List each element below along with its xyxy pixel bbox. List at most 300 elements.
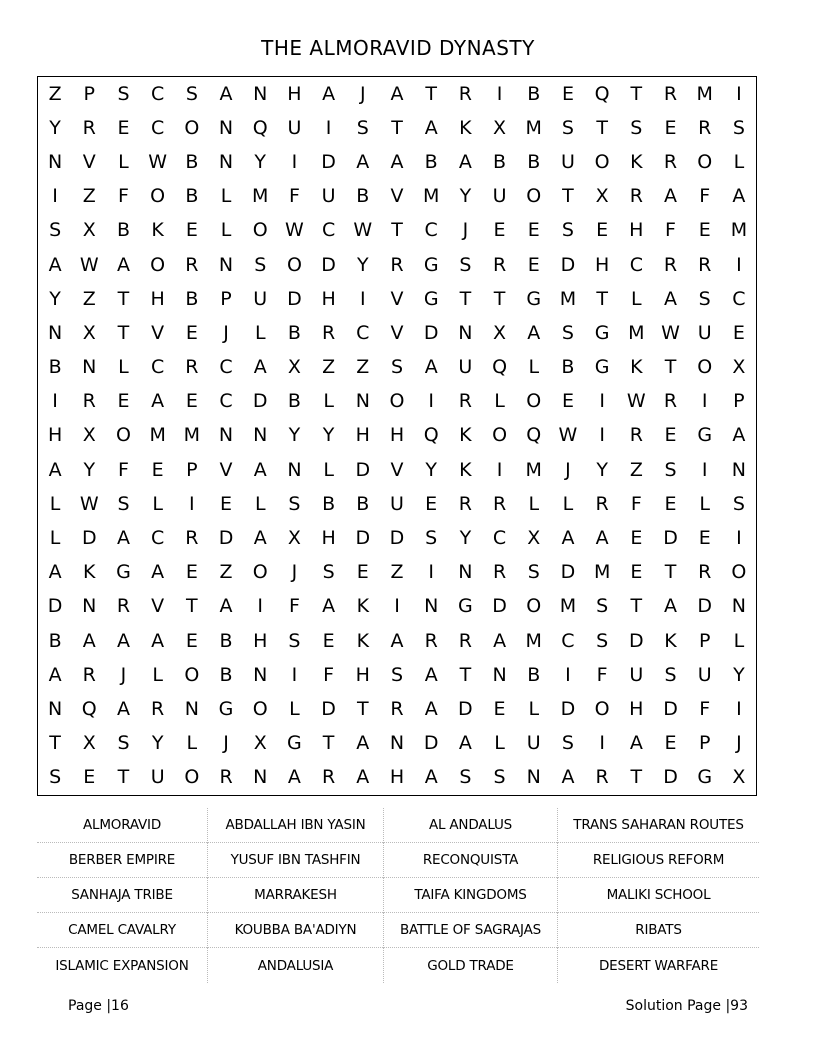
grid-letter: T [49, 732, 61, 755]
grid-letter: N [424, 595, 439, 618]
grid-letter: A [48, 253, 62, 276]
grid-letter: S [630, 116, 643, 139]
grid-letter: W [626, 390, 646, 413]
grid-letter: N [82, 595, 97, 618]
grid-letter: T [117, 321, 130, 344]
grid-letter: L [49, 527, 61, 550]
grid-letter: A [356, 766, 370, 789]
grid-letter: X [493, 116, 507, 139]
grid-letter: A [322, 595, 336, 618]
grid-letter: E [527, 219, 540, 242]
grid-letter: T [322, 732, 335, 755]
grid-letter: M [183, 424, 201, 447]
grid-letter: A [219, 82, 233, 105]
grid-letter: S [732, 492, 745, 515]
grid-letter: L [733, 629, 745, 652]
grid-letter: B [493, 150, 507, 173]
grid-letter: M [525, 629, 542, 652]
grid-letter: I [325, 116, 332, 139]
grid-letter: I [496, 458, 503, 481]
grid-letter: J [223, 321, 229, 344]
grid-letter: U [492, 185, 507, 208]
grid-letter: E [220, 492, 233, 515]
grid-letter: Z [629, 458, 643, 481]
grid-letter: G [116, 561, 131, 584]
grid-letter: O [594, 150, 610, 173]
grid-letter: N [492, 663, 507, 686]
grid-letter: R [663, 390, 678, 413]
grid-letter: X [82, 732, 96, 755]
grid-letter: X [732, 766, 746, 789]
grid-letter: I [599, 732, 605, 755]
grid-letter: I [291, 663, 298, 686]
grid-letter: T [459, 287, 472, 310]
grid-letter: E [185, 629, 198, 652]
grid-letter: I [736, 253, 742, 276]
grid-letter: V [82, 150, 96, 173]
grid-letter: M [628, 321, 645, 344]
grid-letter: B [48, 629, 62, 652]
grid-letter: T [117, 766, 130, 789]
grid-letter: L [254, 492, 266, 515]
grid-letter: A [219, 595, 233, 618]
grid-letter: J [120, 663, 127, 686]
grid-letter: C [219, 356, 233, 379]
grid-letter: Y [356, 253, 369, 276]
grid-letter: A [424, 766, 438, 789]
grid-letter: E [185, 561, 198, 584]
grid-letter: T [493, 287, 506, 310]
grid-letter: M [559, 595, 577, 618]
grid-letter: L [323, 390, 334, 413]
grid-letter: R [629, 185, 643, 208]
grid-letter: S [322, 561, 335, 584]
grid-letter: A [390, 150, 404, 173]
grid-letter: O [526, 390, 542, 413]
grid-letter: T [630, 766, 643, 789]
word-search-grid [38, 77, 756, 795]
grid-letter: E [732, 321, 745, 344]
grid-letter: A [527, 321, 541, 344]
word-list-item: MARRAKESH [207, 878, 383, 913]
grid-letter: W [79, 492, 99, 515]
grid-letter: R [492, 561, 507, 584]
grid-letter: Z [390, 561, 404, 584]
grid-letter: C [732, 287, 746, 310]
grid-letter: A [48, 663, 62, 686]
grid-letter: O [150, 253, 166, 276]
grid-letter: X [493, 321, 507, 344]
grid-letter: I [359, 287, 366, 310]
grid-letter: F [118, 185, 129, 208]
grid-letter: L [699, 492, 710, 515]
grid-letter: Q [423, 424, 439, 447]
grid-letter: Z [48, 82, 62, 105]
word-list-item: GOLD TRADE [383, 948, 557, 983]
grid-letter: N [47, 150, 63, 173]
grid-letter: N [526, 766, 541, 789]
grid-letter: O [150, 185, 166, 208]
grid-letter: H [355, 663, 370, 686]
grid-letter: H [150, 287, 165, 310]
grid-letter: A [561, 766, 575, 789]
grid-letter: L [733, 150, 745, 173]
grid-letter: N [253, 424, 268, 447]
grid-letter: R [458, 629, 472, 652]
grid-letter: T [664, 561, 677, 584]
grid-letter: M [252, 185, 269, 208]
grid-letter: O [184, 116, 200, 139]
grid-letter: G [594, 356, 610, 379]
grid-letter: L [152, 663, 163, 686]
grid-letter: E [425, 492, 438, 515]
grid-letter: G [287, 732, 302, 755]
grid-letter: D [252, 390, 268, 413]
grid-letter: E [117, 390, 130, 413]
grid-letter: B [48, 356, 62, 379]
grid-letter: U [287, 116, 302, 139]
grid-letter: C [629, 253, 643, 276]
grid-letter: N [389, 732, 405, 755]
grid-letter: I [394, 595, 400, 618]
grid-letter: T [391, 116, 403, 139]
grid-letter: U [560, 150, 575, 173]
grid-letter: I [291, 150, 298, 173]
grid-letter: A [151, 390, 165, 413]
grid-letter: D [47, 595, 63, 618]
grid-letter: X [595, 185, 609, 208]
grid-letter: E [630, 561, 643, 584]
grid-letter: D [697, 595, 713, 618]
grid-letter: K [630, 356, 643, 379]
grid-letter: H [253, 629, 268, 652]
grid-letter: L [118, 150, 129, 173]
grid-letter: W [353, 219, 373, 242]
grid-letter: S [459, 253, 472, 276]
word-list-item: SANHAJA TRIBE [37, 878, 207, 913]
grid-letter: A [561, 527, 575, 550]
grid-letter: T [186, 595, 198, 618]
grid-letter: Y [459, 185, 472, 208]
grid-letter: I [52, 390, 58, 413]
grid-letter: C [492, 527, 507, 550]
grid-letter: R [82, 116, 96, 139]
grid-letter: G [423, 253, 439, 276]
grid-letter: E [698, 527, 711, 550]
grid-letter: L [254, 321, 266, 344]
grid-letter: L [289, 698, 300, 721]
grid-letter: E [664, 116, 677, 139]
word-list-item: RELIGIOUS REFORM [557, 843, 759, 878]
word-list-item: BATTLE OF SAGRAJAS [383, 913, 557, 948]
grid-letter: S [185, 82, 198, 105]
grid-letter: Z [82, 287, 96, 310]
page-title: THE ALMORAVID DYNASTY [261, 36, 535, 60]
grid-letter: B [527, 150, 541, 173]
grid-letter: S [527, 561, 540, 584]
grid-letter: X [82, 424, 96, 447]
grid-letter: S [390, 356, 404, 379]
grid-letter: N [184, 698, 199, 721]
grid-letter: S [288, 492, 301, 515]
grid-letter: O [492, 424, 508, 447]
grid-letter: R [595, 766, 609, 789]
grid-letter: T [596, 287, 608, 310]
grid-letter: U [458, 356, 473, 379]
grid-letter: D [663, 766, 678, 789]
grid-letter: R [185, 356, 199, 379]
grid-letter: K [151, 219, 164, 242]
grid-letter: D [629, 629, 644, 652]
grid-letter: Q [492, 356, 508, 379]
grid-letter: K [459, 458, 472, 481]
grid-letter: O [526, 185, 542, 208]
grid-letter: S [732, 116, 745, 139]
grid-letter: B [322, 492, 336, 515]
grid-letter: R [116, 595, 131, 618]
grid-letter: T [117, 287, 130, 310]
grid-letter: W [79, 253, 99, 276]
grid-letter: A [116, 629, 130, 652]
word-list-item: TAIFA KINGDOMS [383, 878, 557, 913]
grid-letter: R [458, 82, 472, 105]
grid-letter: S [459, 766, 472, 789]
grid-letter: W [558, 424, 578, 447]
grid-letter: R [492, 253, 507, 276]
grid-letter: S [49, 219, 62, 242]
grid-letter: S [596, 595, 609, 618]
grid-letter: C [151, 82, 165, 105]
grid-letter: K [459, 116, 472, 139]
grid-letter: B [356, 492, 370, 515]
grid-letter: B [356, 185, 370, 208]
grid-letter: S [390, 663, 404, 686]
grid-letter: A [390, 629, 404, 652]
grid-letter: A [116, 698, 130, 721]
grid-letter: N [47, 698, 63, 721]
grid-letter: N [218, 150, 234, 173]
grid-letter: H [321, 287, 336, 310]
word-list-item: KOUBBA BA'ADIYN [207, 913, 383, 948]
grid-letter: S [117, 492, 130, 515]
grid-letter: E [527, 253, 540, 276]
grid-letter: D [321, 253, 336, 276]
grid-letter: E [356, 561, 369, 584]
word-list-item: TRANS SAHARAN ROUTES [557, 808, 759, 843]
grid-letter: I [599, 390, 605, 413]
grid-letter: A [116, 527, 130, 550]
grid-letter: T [664, 356, 677, 379]
grid-letter: M [559, 287, 577, 310]
word-list-item: DESERT WARFARE [557, 948, 759, 983]
grid-letter: N [731, 458, 746, 481]
grid-letter: S [117, 82, 130, 105]
grid-letter: T [630, 82, 643, 105]
grid-letter: N [218, 424, 234, 447]
grid-letter: P [220, 287, 232, 310]
grid-letter: B [219, 663, 233, 686]
grid-letter: U [697, 663, 712, 686]
grid-letter: S [49, 766, 62, 789]
grid-letter: V [219, 458, 233, 481]
grid-letter: K [664, 629, 677, 652]
word-list-item: ANDALUSIA [207, 948, 383, 983]
grid-letter: H [321, 527, 336, 550]
grid-letter: E [664, 732, 677, 755]
grid-letter: L [152, 492, 163, 515]
grid-letter: E [698, 219, 711, 242]
grid-letter: D [321, 150, 336, 173]
grid-letter: E [630, 527, 643, 550]
grid-letter: I [736, 82, 742, 105]
grid-letter: A [48, 458, 62, 481]
grid-letter: Z [356, 356, 370, 379]
grid-letter: H [629, 698, 644, 721]
grid-letter: Z [219, 561, 233, 584]
grid-letter: I [599, 424, 605, 447]
grid-letter: J [291, 561, 298, 584]
grid-letter: A [595, 527, 609, 550]
grid-letter: I [428, 390, 434, 413]
grid-letter: T [425, 82, 437, 105]
grid-letter: R [698, 253, 712, 276]
grid-letter: F [323, 663, 335, 686]
grid-letter: D [423, 732, 439, 755]
grid-letter: I [701, 458, 708, 481]
grid-letter: K [83, 561, 96, 584]
grid-letter: R [595, 492, 609, 515]
grid-letter: B [561, 356, 575, 379]
grid-letter: E [185, 390, 198, 413]
grid-letter: F [288, 185, 300, 208]
grid-letter: L [494, 732, 505, 755]
grid-letter: R [458, 390, 472, 413]
grid-letter: N [253, 766, 268, 789]
grid-letter: J [359, 82, 366, 105]
grid-letter: D [560, 253, 576, 276]
grid-letter: X [253, 732, 267, 755]
grid-letter: A [664, 595, 678, 618]
grid-letter: B [219, 629, 233, 652]
grid-letter: Y [596, 458, 608, 481]
grid-letter: I [496, 82, 503, 105]
grid-letter: E [561, 82, 574, 105]
grid-letter: A [629, 732, 643, 755]
grid-letter: R [322, 766, 336, 789]
grid-letter: N [218, 253, 234, 276]
grid-letter: H [594, 253, 610, 276]
grid-letter: S [117, 732, 130, 755]
grid-letter: D [355, 527, 371, 550]
solution-page-reference: Solution Page |93 [625, 998, 748, 1014]
grid-letter: C [321, 219, 336, 242]
grid-letter: I [565, 663, 571, 686]
grid-letter: P [733, 390, 745, 413]
grid-letter: A [390, 82, 404, 105]
grid-letter: A [493, 629, 507, 652]
grid-letter: B [527, 663, 541, 686]
grid-letter: L [118, 356, 129, 379]
grid-letter: C [151, 116, 165, 139]
grid-letter: J [223, 732, 229, 755]
grid-letter: S [561, 219, 574, 242]
grid-letter: O [115, 424, 131, 447]
grid-letter: Q [252, 116, 268, 139]
grid-letter: R [663, 82, 678, 105]
grid-letter: D [560, 698, 576, 721]
grid-letter: L [186, 732, 198, 755]
grid-letter: A [424, 116, 438, 139]
grid-letter: O [731, 561, 747, 584]
grid-letter: S [356, 116, 369, 139]
grid-letter: P [698, 629, 711, 652]
grid-letter: L [528, 492, 540, 515]
grid-letter: U [697, 321, 712, 344]
grid-letter: V [390, 321, 404, 344]
grid-letter: R [82, 390, 96, 413]
grid-letter: X [287, 527, 301, 550]
grid-letter: R [219, 766, 233, 789]
grid-letter: C [151, 356, 165, 379]
grid-letter: L [220, 219, 232, 242]
grid-letter: O [252, 561, 268, 584]
grid-letter: A [732, 185, 746, 208]
grid-letter: H [389, 424, 405, 447]
grid-letter: B [424, 150, 438, 173]
grid-letter: B [527, 82, 541, 105]
grid-letter: A [356, 732, 370, 755]
grid-letter: B [287, 321, 301, 344]
grid-letter: I [189, 492, 195, 515]
grid-letter: A [664, 185, 678, 208]
grid-letter: R [82, 663, 96, 686]
grid-letter: B [116, 219, 130, 242]
grid-letter: U [150, 766, 165, 789]
grid-letter: Y [49, 287, 61, 310]
grid-letter: S [664, 663, 677, 686]
grid-letter: Y [322, 424, 335, 447]
grid-letter: A [424, 698, 438, 721]
grid-letter: Y [254, 150, 267, 173]
grid-letter: Q [81, 698, 97, 721]
grid-letter: Y [151, 732, 164, 755]
grid-letter: D [389, 527, 405, 550]
grid-letter: G [423, 287, 439, 310]
grid-letter: M [422, 185, 440, 208]
grid-letter: R [698, 116, 712, 139]
grid-letter: P [83, 82, 96, 105]
grid-letter: A [287, 766, 301, 789]
grid-letter: A [356, 150, 370, 173]
grid-letter: U [526, 732, 541, 755]
grid-letter: E [596, 219, 609, 242]
grid-letter: O [252, 698, 268, 721]
grid-letter: R [424, 629, 438, 652]
grid-letter: U [321, 185, 336, 208]
grid-letter: S [561, 732, 574, 755]
grid-letter: L [220, 185, 232, 208]
grid-letter: C [561, 629, 575, 652]
grid-letter: A [82, 629, 96, 652]
grid-letter: O [526, 595, 542, 618]
grid-letter: G [697, 766, 713, 789]
grid-letter: M [730, 219, 748, 242]
grid-letter: K [630, 150, 643, 173]
grid-letter: N [218, 116, 234, 139]
grid-letter: R [663, 150, 678, 173]
grid-letter: D [458, 698, 473, 721]
grid-letter: B [185, 287, 199, 310]
